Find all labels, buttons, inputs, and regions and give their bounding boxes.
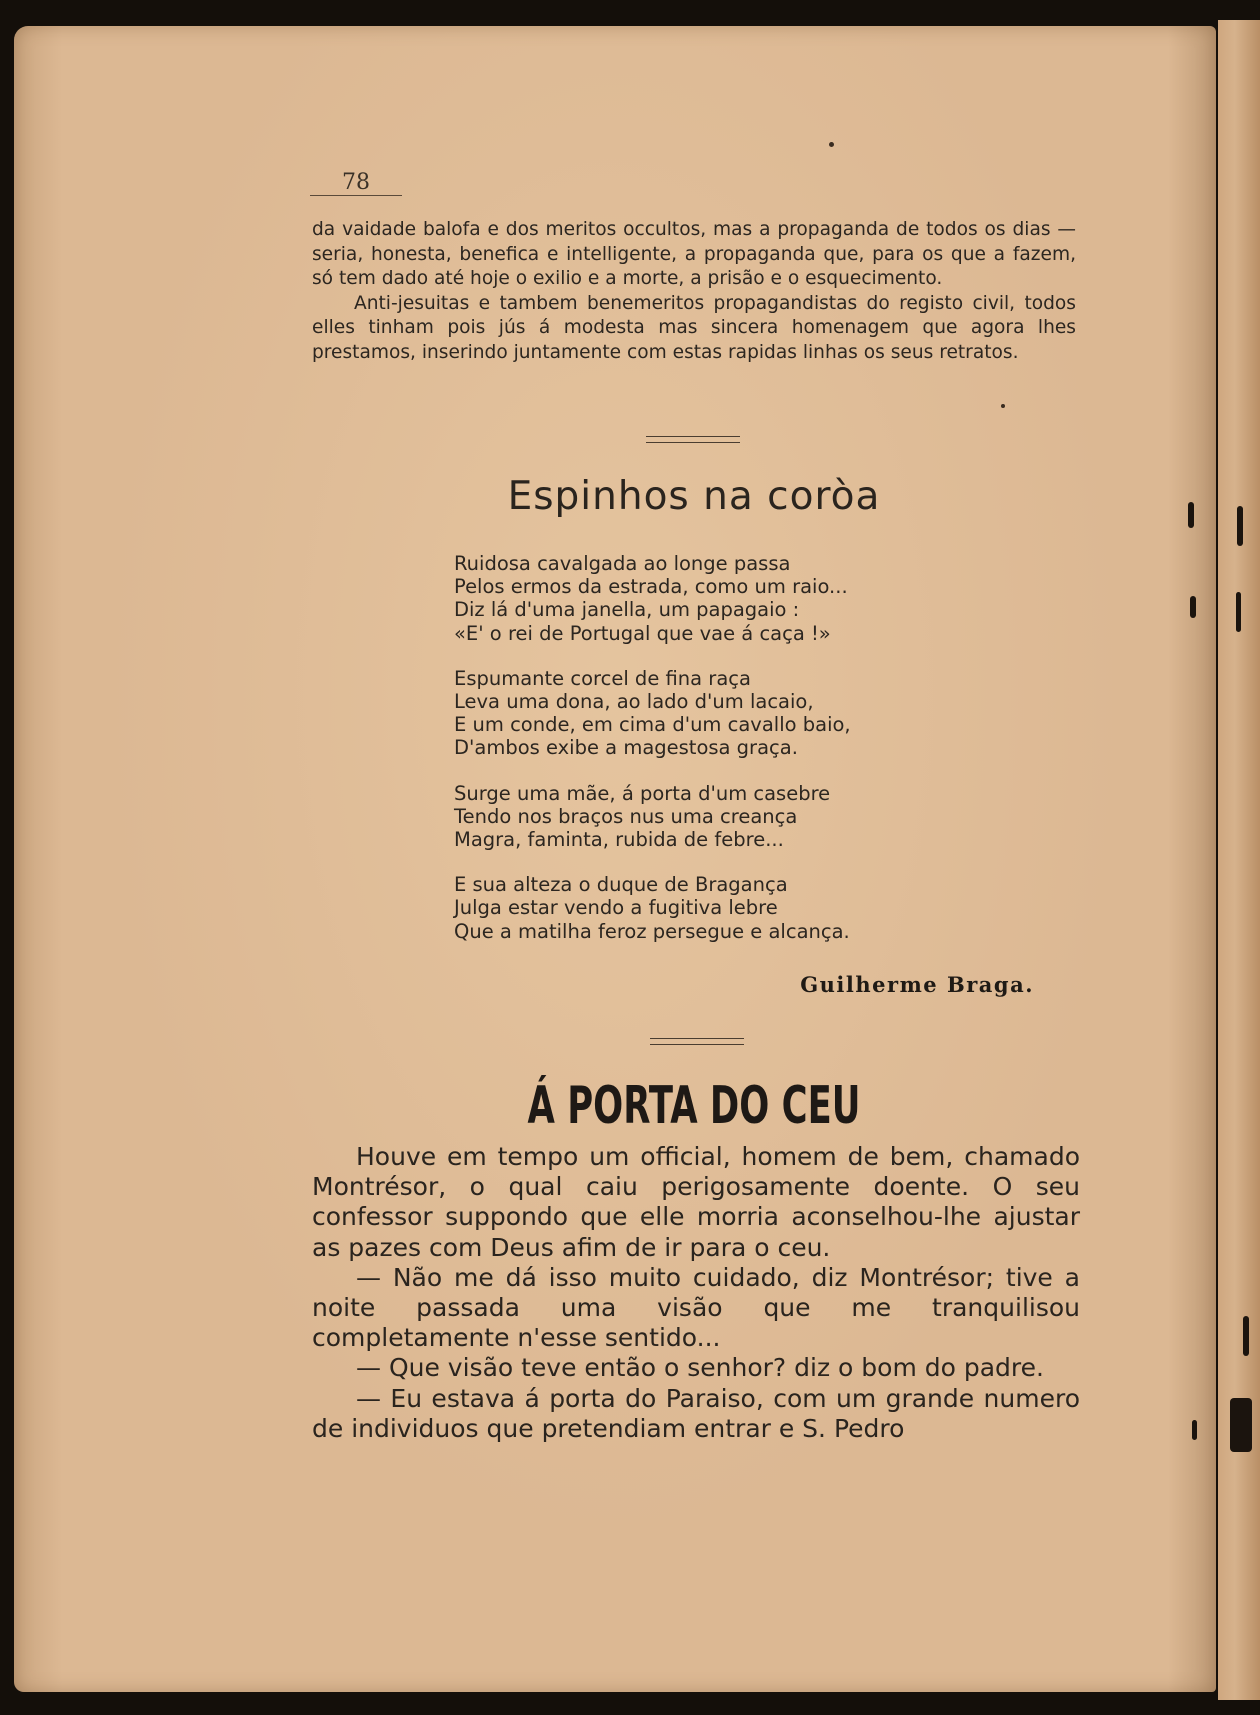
intro-text [312, 218, 1076, 365]
poem-title: Espinhos na coròa [507, 474, 881, 519]
poem-verse: E um conde, em cima d'um cavallo baio, [454, 713, 851, 737]
poem-stanza [454, 782, 974, 852]
page-edge-mark [1188, 502, 1194, 528]
poem-verse: E sua alteza o duque de Bragança [454, 873, 788, 897]
poem-stanza [454, 552, 974, 645]
story-paragraph: — Não me dá isso muito cuidado, diz Montrésor; tive a noite passada uma visão que me tranquilisou completamente n'esse sentido... [312, 1262, 1080, 1353]
poem-verse: D'ambos exibe a magestosa graça. [454, 736, 798, 760]
poem-verse: Magra, faminta, rubida de febre... [454, 828, 784, 852]
page-edge-mark [1230, 1398, 1252, 1452]
page-edge-mark [1192, 1420, 1197, 1440]
poem-stanza [454, 873, 974, 943]
poem-verse: Ruidosa cavalgada ao longe passa [454, 552, 791, 575]
poem-verse: Diz lá d'uma janella, um papagaio : [454, 598, 800, 622]
intro-paragraph: Anti-jesuitas e tambem benemeritos propagandistas do registo civil, todos elles tinham pois jús á modesta mas sincera homenagem que agora lhes prestamos, inserindo juntamente com estas rapidas linhas os seus retratos. [312, 292, 1076, 363]
section-divider [650, 1038, 744, 1045]
page-edge-mark [1236, 592, 1241, 632]
poem-verse: Tendo nos braços nus uma creança [454, 804, 798, 828]
poem-verse: Espumante corcel de fina raça [454, 666, 751, 690]
page-edge-mark [1190, 596, 1196, 618]
story-text [312, 1142, 1080, 1444]
page-edge-mark [1237, 506, 1243, 546]
poem-author: Guilherme Braga. [800, 972, 1034, 997]
section-divider [646, 436, 740, 443]
story-paragraph: — Que visão teve então o senhor? diz o bom do padre. [356, 1353, 1044, 1383]
page-number-rule [310, 195, 402, 196]
poem-verse: «E' o rei de Portugal que vae á caça !» [454, 621, 831, 645]
poem [454, 552, 974, 965]
story-paragraph: — Eu estava á porta do Paraiso, com um grande numero de individuos que pretendiam entrar e S. Pedro [312, 1383, 1080, 1443]
poem-verse: Pelos ermos da estrada, como um raio... [454, 575, 848, 599]
story-title: Á PORTA DO CEU [527, 1076, 861, 1136]
intro-paragraph: da vaidade balofa e dos meritos occultos, mas a propaganda de todos os dias — seria, honesta, benefica e intelligente, a propaganda que, para os que a fazem, só tem dado até hoje o exilio e a morte, a prisão e o esquecimento. [312, 219, 1076, 289]
page-number: 78 [342, 170, 370, 195]
ink-speck [829, 142, 834, 147]
poem-verse: Julga estar vendo a fugitiva lebre [454, 896, 778, 920]
poem-stanza [454, 667, 974, 760]
page-edge-mark [1243, 1316, 1249, 1356]
poem-verse: Que a matilha feroz persegue e alcança. [454, 919, 850, 943]
ink-speck [1001, 404, 1005, 408]
poem-verse: Leva uma dona, ao lado d'um lacaio, [454, 690, 814, 714]
poem-verse: Surge uma mãe, á porta d'um casebre [454, 781, 831, 805]
story-paragraph: Houve em tempo um official, homem de bem, chamado Montrésor, o qual caiu perigosamente doente. O seu confessor suppondo que elle morria aconselhou-lhe ajustar as pazes com Deus afim de ir para o ceu. [312, 1142, 1080, 1262]
